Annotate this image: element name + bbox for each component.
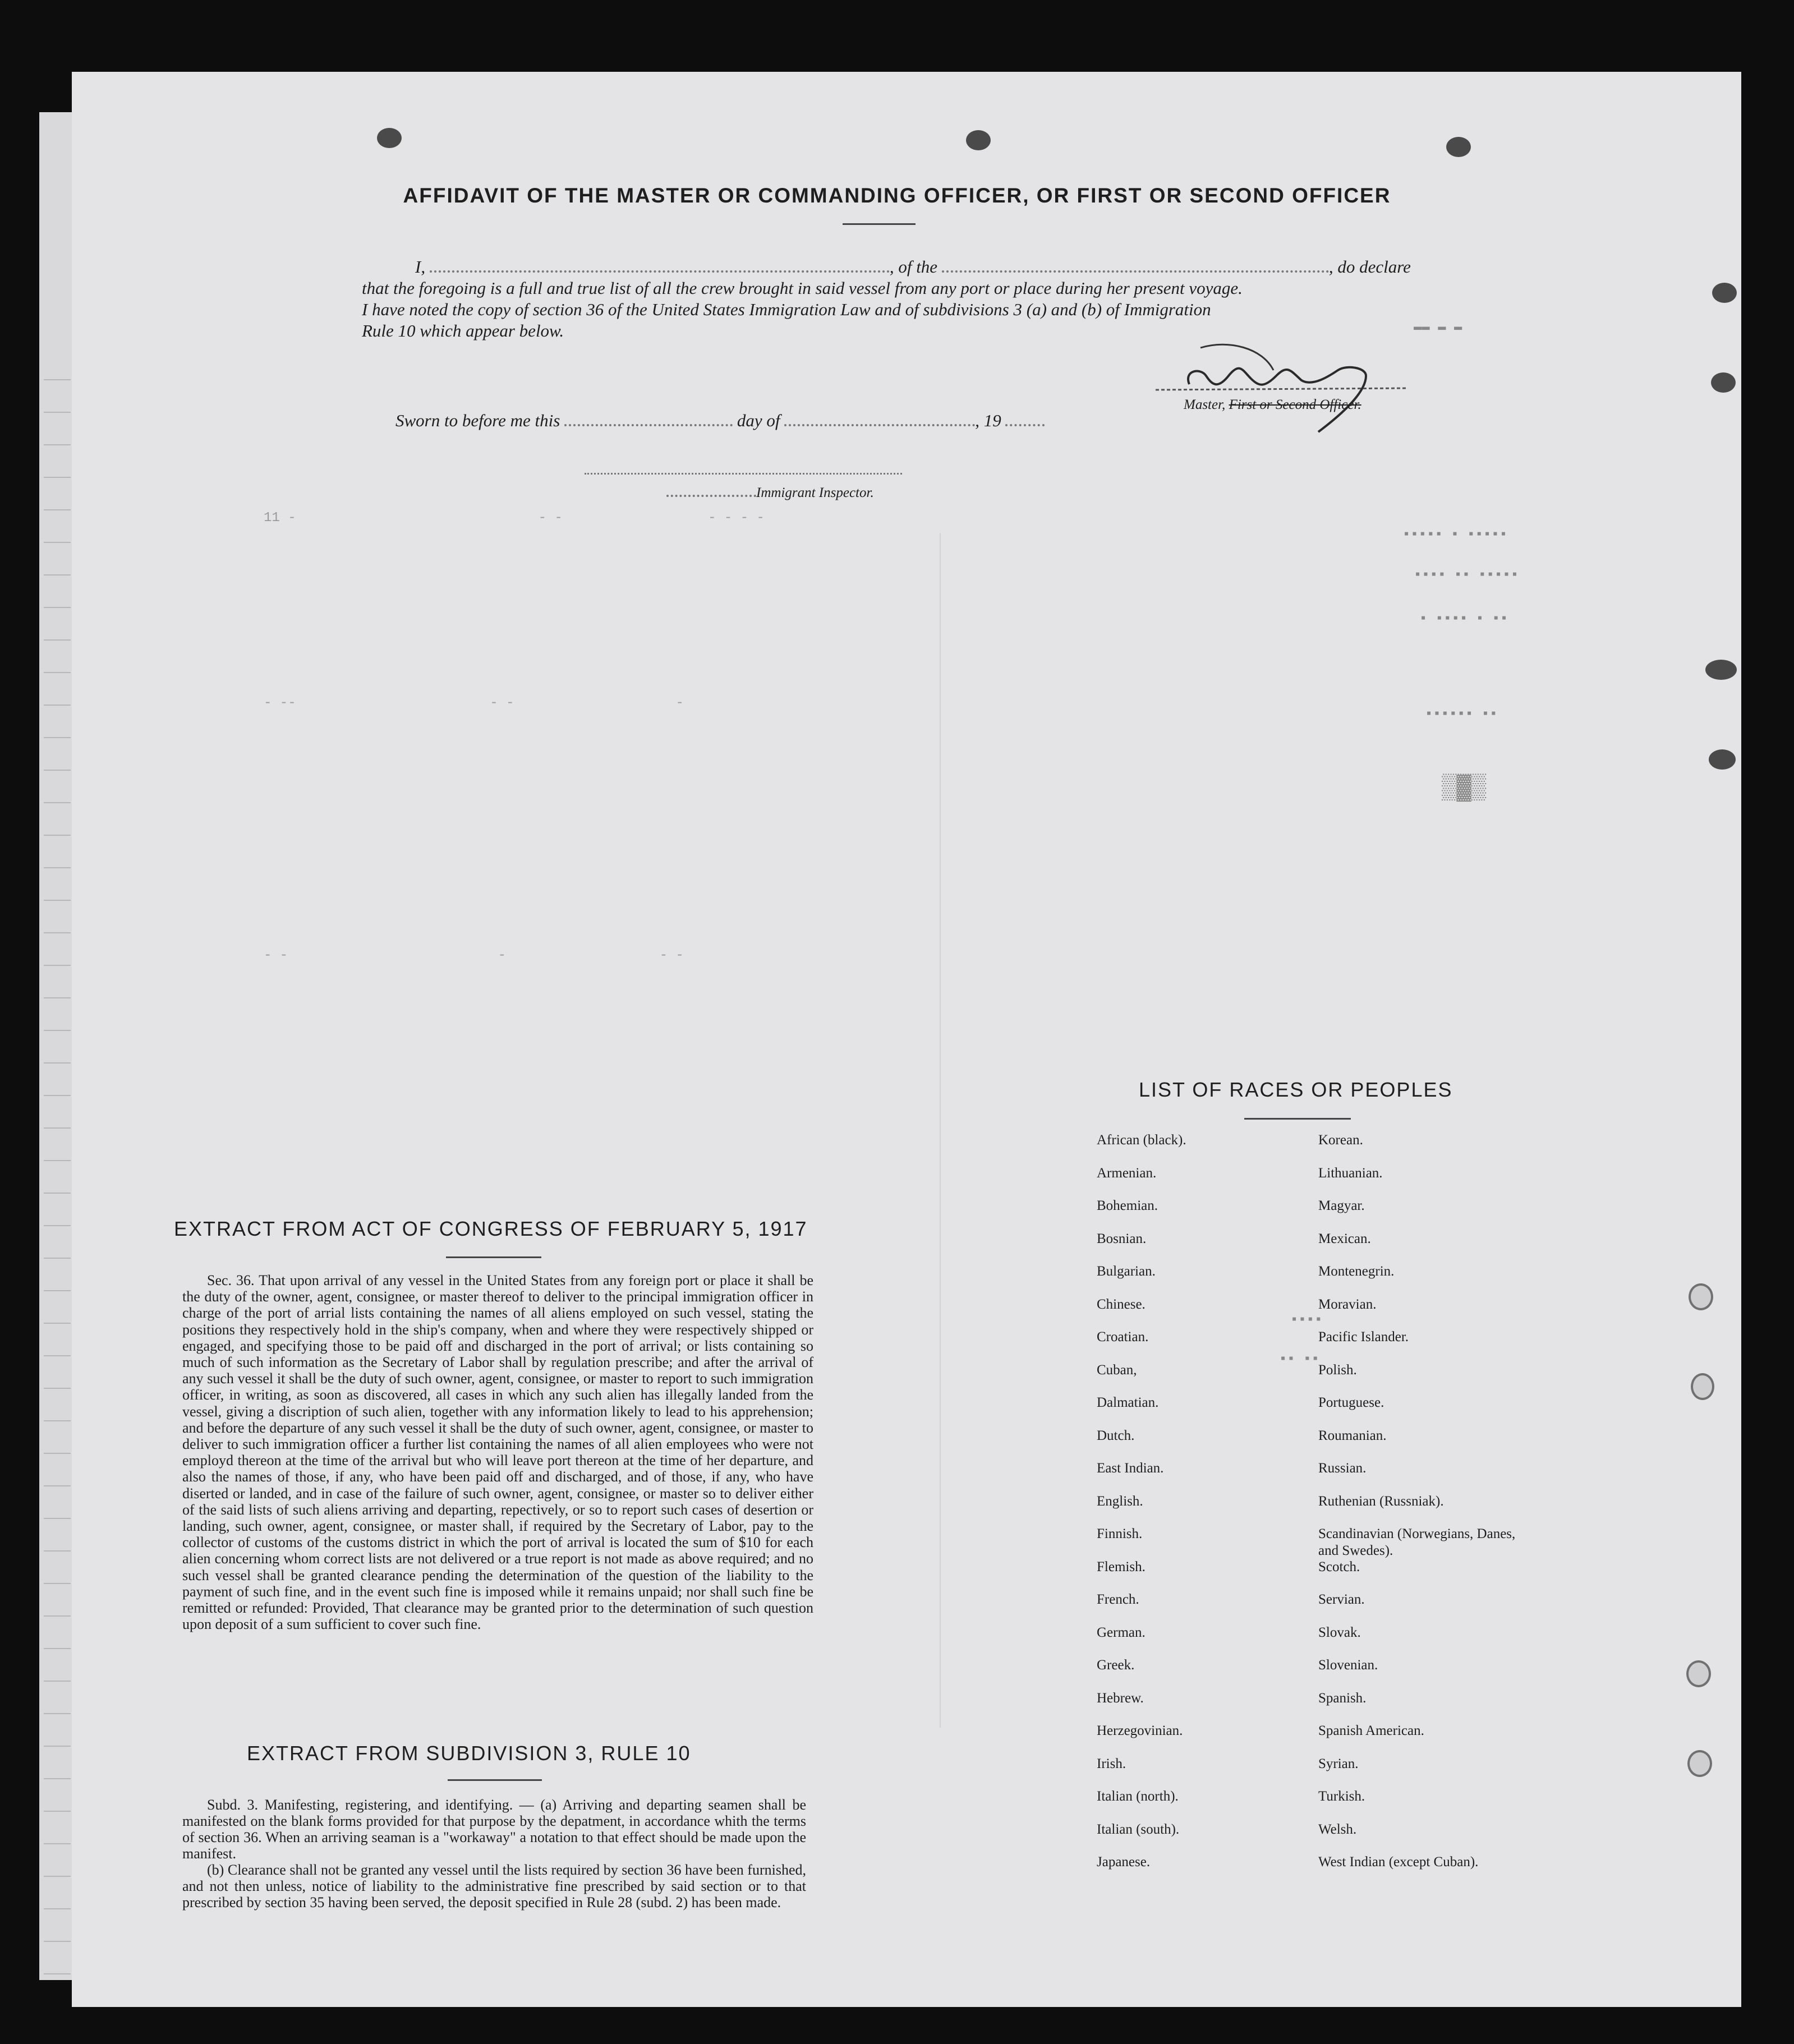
declare-end-label: , do declare (1328, 257, 1411, 277)
punch-hole (1687, 1750, 1712, 1777)
race-item: Scotch. (1318, 1559, 1360, 1575)
race-item: Servian. (1318, 1592, 1365, 1607)
extract-act-divider (446, 1256, 541, 1258)
bleed-through: ▪▪▪▪▪▪ ▪▪ (1425, 707, 1498, 722)
race-item: Ruthenian (Russniak). (1318, 1493, 1444, 1509)
race-item: Lithuanian. (1318, 1165, 1383, 1181)
race-item: Portuguese. (1318, 1395, 1384, 1410)
declaration-line (415, 257, 1411, 277)
bleed-through: - -- - - - (264, 696, 684, 711)
bleed-through: ▪ ▪▪▪▪ ▪ ▪▪ (1419, 611, 1508, 627)
race-item: Dutch. (1097, 1428, 1135, 1443)
bleed-through: ▒▓▒ (1442, 774, 1487, 802)
extract-rule-title: EXTRACT FROM SUBDIVISION 3, RULE 10 (247, 1742, 691, 1765)
inspector-signature-line[interactable] (585, 473, 902, 475)
race-item: Bosnian. (1097, 1231, 1147, 1246)
binder-clip-mark (1446, 137, 1471, 157)
extract-act-body (182, 1272, 813, 1632)
sworn-year-blank[interactable] (1005, 424, 1045, 426)
race-item: Chinese. (1097, 1296, 1146, 1312)
signature-label (1184, 397, 1361, 413)
race-item: Bohemian. (1097, 1198, 1158, 1213)
races-list-left (1097, 1132, 1186, 1887)
bleed-through: 11 - - - - - - - (264, 510, 765, 526)
vessel-blank[interactable] (942, 270, 1329, 273)
races-divider (1244, 1118, 1351, 1120)
inspector-label: Immigrant Inspector. (756, 485, 874, 500)
race-item: African (black). (1097, 1133, 1186, 1148)
title-divider (843, 223, 916, 225)
bleed-through: ▪▪▪▪ (1290, 1313, 1323, 1328)
race-item: Herzegovinian. (1097, 1723, 1183, 1738)
extract-act-paragraph: Sec. 36. That upon arrival of any vessel in the United States from any foreign port or place it shall be the duty of the owner, agent, consignee, or master thereof to deliver to the principal immigration officer in charge of the port of arrial lists containing the names of all aliens employed on such vessel, stating the positions they respectively hold in the ship's company, when and where they were respectively shipped or engaged, and specifying those to be paid off and discharged in the port of arrival; or lists containing so much of such information as the Secretary of Labor shall by regulation prescribe; and after the arrival of any such vessel it shall be the duty of such owner, agent, consignee, or master to report to such immigration officer, in writing, as soon as discovered, all cases in which any such alien has illegally landed from the vessel, giving a discription of such alien, together with any information likely to lead to his apprehension; and before the departure of any such vessel it shall be the duty of such owner, agent, consignee, or master to deliver to such immigration officer a further list containing the names of all alien employees who were not employd thereon at the time of the arrival but who will leave port thereon at the time of her departure, and also the names of those, if any, who have been paid off and discharged, and of those, if any, who have diserted or landed, and in case of the failure of such owner, agent, consignee, or master so to deliver either of the said lists of such aliens arriving and departing, repectively, or so to report such cases of desertion or landing, such owner, agent, consignee, or master shall, if required by the Secretary of Labor, pay to the collector of customs of the customs district in which the port of arrival is located the sum of $10 for each alien concerning whom correct lists are not delivered or a true report is not made as above required; and no such vessel shall be granted clearance pending the determination of the question of the liability to the payment of such fine, and in the event such fine is imposed while it remains unpaid; nor shall such fine be remitted or refunded: Provided, That clearance may be granted prior to the determination of such question upon deposit of a sum sufficient to cover such fine. (182, 1272, 813, 1633)
race-item: Korean. (1318, 1133, 1363, 1148)
declaration-line-2: that the foregoing is a full and true list of all the crew brought in said vessel from any port or place during her present voyage. (362, 278, 1243, 298)
sworn-prefix: Sworn to before me this (395, 411, 560, 430)
bleed-through: - - - - - (264, 948, 684, 963)
race-item: Polish. (1318, 1362, 1357, 1378)
race-item: Moravian. (1318, 1296, 1377, 1312)
signature (1144, 337, 1414, 438)
race-item: Flemish. (1097, 1559, 1146, 1575)
binder-clip-mark (377, 128, 402, 148)
race-item: Syrian. (1318, 1756, 1359, 1771)
race-item: Greek. (1097, 1658, 1135, 1673)
races-list-right (1318, 1132, 1520, 1887)
binder-clip-mark (966, 130, 991, 150)
bleed-through: ▪▪▪▪▪ ▪ ▪▪▪▪▪ (1402, 527, 1508, 542)
declaration-line-3: I have noted the copy of section 36 of the United States Immigration Law and of subdivisions 3 (a) and (b) of Immigration (362, 300, 1211, 319)
race-item: German. (1097, 1624, 1146, 1640)
punch-hole (1689, 1283, 1713, 1310)
race-item: Roumanian. (1318, 1428, 1387, 1443)
sworn-day-of: day of (737, 411, 780, 430)
sworn-day-blank[interactable] (564, 424, 733, 426)
bleed-through: ▬▬ ▬ ▬ (1414, 320, 1462, 335)
race-item: Cuban, (1097, 1362, 1137, 1378)
affidavit-title: AFFIDAVIT OF THE MASTER OR COMMANDING OFFICER, OR FIRST OR SECOND OFFICER (403, 184, 1391, 207)
binder-clip-mark (1709, 749, 1736, 770)
race-item: English. (1097, 1493, 1143, 1509)
extract-act-title: EXTRACT FROM ACT OF CONGRESS OF FEBRUARY 5, 1917 (174, 1217, 808, 1240)
race-item: Italian (south). (1097, 1821, 1180, 1837)
race-item: Bulgarian. (1097, 1264, 1156, 1279)
race-item: Spanish American. (1318, 1723, 1424, 1738)
declare-i-label: I, (415, 257, 426, 277)
fold-line (940, 533, 941, 1728)
binder-clip-mark (1712, 283, 1737, 303)
race-item: Magyar. (1318, 1198, 1365, 1213)
race-item: Spanish. (1318, 1690, 1367, 1706)
race-item: West Indian (except Cuban). (1318, 1854, 1479, 1870)
punch-hole (1691, 1373, 1714, 1400)
signature-struck-label: First or Second Officer. (1229, 397, 1361, 412)
sworn-month-blank[interactable] (784, 424, 975, 426)
race-item: Dalmatian. (1097, 1395, 1159, 1410)
extract-rule-paragraph-a: Subd. 3. Manifesting, registering, and identifying. — (a) Arriving and departing seamen shall be manifested on the blank forms provided for that purpose by the depatment, in accordance whith the terms of section 36. When an arriving seaman is a "workaway" a notation to that effect should be made upon the manifest. (182, 1797, 806, 1862)
race-item: Mexican. (1318, 1231, 1371, 1246)
binder-clip-mark (1711, 372, 1736, 393)
race-item: East Indian. (1097, 1461, 1164, 1476)
ledger-margin (44, 348, 71, 1974)
bleed-through: ▪▪▪▪ ▪▪ ▪▪▪▪▪ (1414, 568, 1519, 583)
declaration-line-4: Rule 10 which appear below. (362, 321, 564, 340)
extract-rule-body (182, 1797, 806, 1911)
race-item: Slovak. (1318, 1624, 1361, 1640)
signature-master-label: Master, (1184, 397, 1226, 412)
punch-hole (1686, 1660, 1711, 1687)
race-item: Irish. (1097, 1756, 1126, 1771)
race-item: Italian (north). (1097, 1789, 1179, 1804)
sworn-year: , 19 (975, 411, 1001, 430)
race-item: Scandinavian (Norwegians, Danes, and Swedes). (1318, 1526, 1516, 1558)
race-item: Slovenian. (1318, 1658, 1378, 1673)
race-item: French. (1097, 1592, 1139, 1607)
race-item: Finnish. (1097, 1526, 1143, 1541)
race-item: Hebrew. (1097, 1690, 1144, 1706)
race-item: Russian. (1318, 1461, 1367, 1476)
binder-clip-mark (1705, 660, 1737, 680)
race-item: Croatian. (1097, 1329, 1149, 1345)
sworn-line (395, 411, 1045, 431)
extract-rule-divider (448, 1779, 542, 1781)
declare-of-the-label: , of the (889, 257, 938, 277)
race-item: Turkish. (1318, 1789, 1365, 1804)
race-item: Japanese. (1097, 1854, 1151, 1870)
extract-rule-paragraph-b: (b) Clearance shall not be granted any vessel until the lists required by section 36 have been furnished, and not then unless, notice of liability to the administrative fine prescribed by said section or to that prescribed by section 35 having been served, the deposit specified in Rule 28 (subd. 2) has been made. (182, 1862, 806, 1911)
name-blank[interactable] (430, 270, 890, 273)
inspector-line (666, 485, 874, 501)
race-item: Montenegrin. (1318, 1264, 1395, 1279)
inspector-blank[interactable] (666, 495, 756, 497)
bleed-through: ▪▪ ▪▪ (1279, 1352, 1320, 1367)
race-item: Welsh. (1318, 1821, 1357, 1837)
races-title: LIST OF RACES OR PEOPLES (1139, 1078, 1453, 1101)
race-item: Armenian. (1097, 1165, 1157, 1181)
race-item: Pacific Islander. (1318, 1329, 1409, 1345)
